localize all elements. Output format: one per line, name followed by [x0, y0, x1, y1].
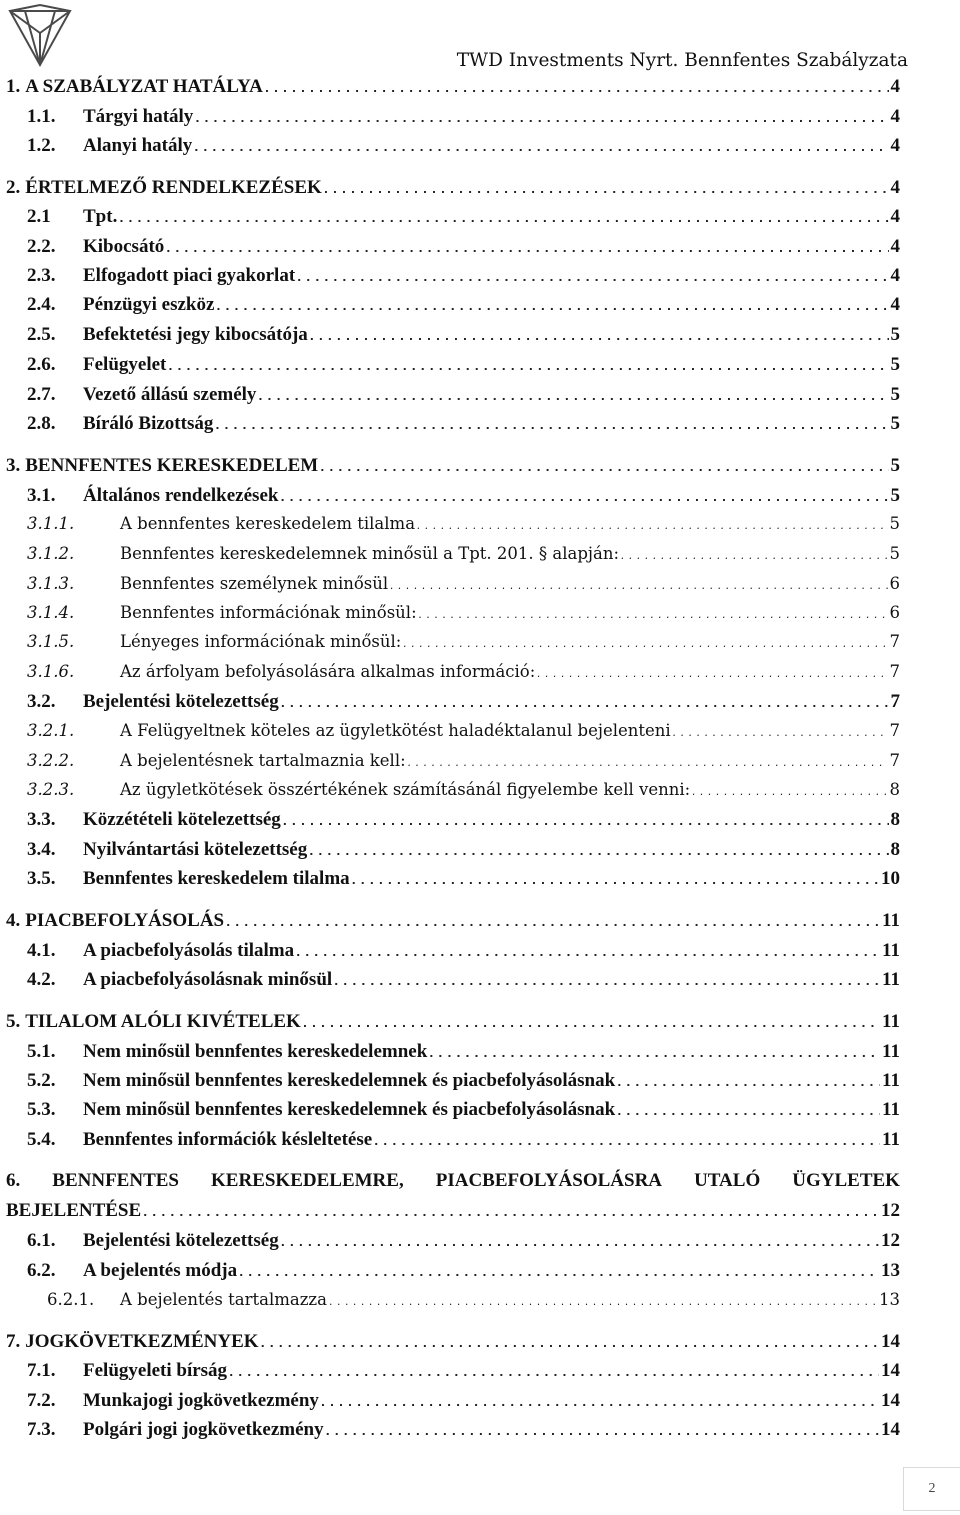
toc-entry[interactable] — [6, 1007, 900, 1036]
toc-entry-title: ÉRTELMEZŐ RENDELKEZÉSEK — [25, 177, 322, 198]
toc-entry-title: Bennfentes információk késleltetése — [83, 1129, 373, 1150]
toc-entry[interactable] — [27, 1356, 900, 1385]
toc-entry-leader-dots — [334, 967, 880, 996]
toc-entry-leader-dots — [281, 1228, 879, 1257]
toc-entry-page-number: 14 — [881, 1360, 900, 1381]
toc-entry[interactable] — [27, 965, 900, 994]
toc-entry-leader-dots — [265, 74, 889, 103]
diamond-logo-icon — [4, 3, 76, 69]
toc-entry-number: 1.1. — [27, 106, 56, 127]
toc-entry-page-number: 13 — [881, 1260, 900, 1281]
toc-entry-number: 6.2.1. — [47, 1290, 95, 1309]
toc-entry-page-number: 11 — [882, 1070, 900, 1091]
toc-entry-page-number: 5 — [890, 324, 900, 345]
toc-entry[interactable] — [27, 1125, 900, 1154]
toc-entry-page-number: 4 — [890, 135, 900, 156]
toc-entry[interactable] — [27, 131, 900, 160]
toc-entry-page-number: 5 — [890, 384, 900, 405]
toc-entry-title: Bennfentes kereskedelem tilalma — [83, 868, 350, 889]
toc-entry[interactable] — [27, 1226, 900, 1255]
toc-entry-page-number: 7 — [889, 751, 900, 770]
toc-entry-page-number: 4 — [890, 265, 900, 286]
toc-entry-leader-dots — [239, 1258, 879, 1287]
toc-entry[interactable] — [27, 102, 900, 131]
toc-entry[interactable] — [27, 598, 900, 627]
toc-entry-number: 5.4. — [27, 1129, 56, 1150]
toc-entry-page-number: 12 — [881, 1200, 900, 1221]
toc-entry[interactable] — [27, 864, 900, 893]
toc-entry-page-number: 11 — [882, 1011, 900, 1032]
toc-entry-number: 7. — [6, 1331, 21, 1352]
toc-entry-title: A bejelentésnek tartalmaznia kell: — [120, 751, 406, 770]
toc-entry[interactable] — [27, 1256, 900, 1285]
toc-entry-title: BEJELENTÉSE — [6, 1200, 142, 1221]
toc-entry-title: Elfogadott piaci gyakorlat — [83, 265, 296, 286]
toc-entry-number: 2.8. — [27, 413, 56, 434]
toc-entry-leader-dots — [195, 104, 888, 133]
toc-entry-title: A Felügyeltnek köteles az ügyletkötést haladéktalanul bejelenteni — [120, 721, 671, 740]
toc-entry-leader-dots — [258, 382, 888, 411]
toc-entry-title: Bejelentési kötelezettség — [83, 691, 279, 712]
toc-entry-page-number: 5 — [890, 455, 900, 476]
toc-entry-page-number: 6 — [889, 603, 900, 622]
toc-entry-leader-dots — [281, 689, 889, 718]
toc-entry[interactable] — [27, 202, 900, 231]
toc-entry-number: 3.1.6. — [27, 662, 75, 681]
toc-entry-number: 7.2. — [27, 1390, 56, 1411]
toc-entry-number: 7.1. — [27, 1360, 56, 1381]
toc-entry-page-number: 4 — [890, 177, 900, 198]
toc-entry-page-number: 14 — [881, 1419, 900, 1440]
toc-entry[interactable] — [27, 320, 900, 349]
toc-entry-leader-dots — [617, 1097, 880, 1126]
toc-entry-page-number: 11 — [882, 1099, 900, 1120]
toc-entry-leader-dots — [303, 1009, 880, 1038]
toc-entry-page-number: 4 — [890, 206, 900, 227]
toc-entry-leader-dots — [374, 1127, 880, 1156]
toc-entry[interactable] — [6, 173, 900, 202]
toc-entry-number: 3.1.2. — [27, 544, 75, 563]
toc-entry-title: Az árfolyam befolyásolására alkalmas információ: — [120, 662, 536, 681]
toc-entry-title: Bejelentési kötelezettség — [83, 1230, 279, 1251]
toc-entry-page-number: 8 — [890, 839, 900, 860]
toc-entry-number: 6. — [6, 1170, 21, 1191]
toc-entry-leader-dots — [194, 133, 888, 162]
toc-entry-number: 3.1. — [27, 485, 56, 506]
toc-entry-title: JOGKÖVETKEZMÉNYEK — [25, 1331, 259, 1352]
toc-entry-number: 2.4. — [27, 294, 56, 315]
toc-entry-number: 6.1. — [27, 1230, 56, 1251]
toc-entry-number: 3.2.2. — [27, 751, 75, 770]
toc-entry-title-word: UTALÓ — [694, 1170, 761, 1191]
toc-entry-number: 4.1. — [27, 940, 56, 961]
toc-entry-title: A piacbefolyásolásnak minősül — [83, 969, 333, 990]
toc-entry-title: Nem minősül bennfentes kereskedelemnek — [83, 1041, 428, 1062]
toc-entry-page-number: 8 — [890, 809, 900, 830]
toc-entry-leader-dots — [692, 777, 887, 806]
toc-entry[interactable] — [27, 380, 900, 409]
toc-entry-leader-dots — [329, 1287, 877, 1316]
toc-entry[interactable] — [27, 569, 900, 598]
toc-entry-title: Bennfentes információnak minősül: — [120, 603, 417, 622]
toc-entry-leader-dots — [119, 204, 888, 233]
toc-entry-leader-dots — [215, 411, 888, 440]
toc-entry-page-number: 5 — [890, 354, 900, 375]
toc-entry[interactable] — [6, 72, 900, 101]
toc-entry[interactable] — [27, 481, 900, 510]
toc-entry-number: 3.5. — [27, 868, 56, 889]
toc-entry-leader-dots — [261, 1329, 879, 1358]
toc-entry-leader-dots — [283, 807, 889, 836]
toc-entry-page-number: 11 — [882, 1129, 900, 1150]
toc-entry[interactable] — [27, 1415, 900, 1444]
toc-entry-title: A bejelentés módja — [83, 1260, 238, 1281]
toc-entry-leader-dots — [429, 1039, 880, 1068]
toc-entry-title: Befektetési jegy kibocsátója — [83, 324, 308, 345]
toc-entry-page-number: 5 — [890, 485, 900, 506]
toc-entry-title: Bíráló Bizottság — [83, 413, 214, 434]
toc-entry-leader-dots — [297, 263, 888, 292]
toc-entry-leader-dots — [352, 866, 879, 895]
toc-entry-title: Bennfentes kereskedelemnek minősül a Tpt. 201. § alapján: — [120, 544, 620, 563]
toc-entry-page-number: 4 — [890, 106, 900, 127]
toc-entry-leader-dots — [309, 837, 888, 866]
toc-entry[interactable] — [27, 775, 900, 804]
toc-entry-title: Nyilvántartási kötelezettség — [83, 839, 308, 860]
toc-entry-page-number: 11 — [882, 910, 900, 931]
toc-entry-number: 6.2. — [27, 1260, 56, 1281]
toc-entry[interactable] — [27, 746, 900, 775]
toc-entry-number: 5. — [6, 1011, 21, 1032]
toc-entry-title: A bennfentes kereskedelem tilalma — [120, 514, 416, 533]
toc-entry-number: 2.2. — [27, 236, 56, 257]
toc-entry-number: 3.2. — [27, 691, 56, 712]
toc-entry-page-number: 10 — [881, 868, 900, 889]
toc-entry-leader-dots — [226, 908, 880, 937]
toc-entry-page-number: 11 — [882, 940, 900, 961]
toc-entry[interactable] — [6, 1196, 900, 1225]
toc-entry-leader-dots — [417, 511, 887, 540]
toc-entry[interactable] — [27, 805, 900, 834]
toc-entry-page-number: 8 — [889, 780, 900, 799]
toc-entry-leader-dots — [390, 571, 887, 600]
toc-entry-leader-dots — [216, 292, 888, 321]
toc-entry-number: 5.2. — [27, 1070, 56, 1091]
toc-entry-number: 3.1.4. — [27, 603, 75, 622]
toc-entry-page-number: 7 — [889, 632, 900, 651]
toc-entry-page-number: 11 — [882, 1041, 900, 1062]
toc-entry-title: A bejelentés tartalmazza — [120, 1290, 327, 1309]
toc-entry-number: 4.2. — [27, 969, 56, 990]
toc-entry-title: Közzétételi kötelezettség — [83, 809, 281, 830]
toc-entry-title: Általános rendelkezések — [83, 485, 279, 506]
toc-entry-leader-dots — [324, 175, 889, 204]
toc-entry-number: 5.1. — [27, 1041, 56, 1062]
toc-entry-leader-dots — [326, 1417, 879, 1446]
toc-entry-title-word: PIACBEFOLYÁSOLÁSRA — [435, 1170, 663, 1191]
toc-entry-leader-dots — [403, 629, 887, 658]
toc-entry-number: 3.1.1. — [27, 514, 75, 533]
toc-entry-page-number: 14 — [881, 1390, 900, 1411]
toc-entry-title: Bennfentes személynek minősül — [120, 574, 389, 593]
toc-entry-number: 3.4. — [27, 839, 56, 860]
toc-entry-page-number: 7 — [889, 662, 900, 681]
toc-entry-title-word: BENNFENTES — [52, 1170, 179, 1191]
toc-entry-title: Polgári jogi jogkövetkezmény — [83, 1419, 324, 1440]
toc-entry-title: A SZABÁLYZAT HATÁLYA — [25, 76, 263, 97]
toc-entry[interactable] — [27, 1066, 900, 1095]
toc-entry-page-number: 12 — [881, 1230, 900, 1251]
toc-entry-title: Tpt. — [83, 206, 118, 227]
toc-entry-leader-dots — [166, 234, 888, 263]
toc-entry[interactable] — [6, 451, 900, 480]
toc-entry-number: 3.1.5. — [27, 632, 75, 651]
toc-entry-number: 3.1.3. — [27, 574, 75, 593]
toc-entry[interactable] — [27, 232, 900, 261]
toc-entry-heading-line[interactable] — [6, 1166, 900, 1195]
toc-entry-page-number: 5 — [890, 413, 900, 434]
toc-entry-title: Kibocsátó — [83, 236, 165, 257]
toc-entry-leader-dots — [168, 352, 888, 381]
toc-entry-number: 3.2.3. — [27, 780, 75, 799]
toc-entry-leader-dots — [321, 1388, 879, 1417]
toc-entry-title: Lényeges információnak minősül: — [120, 632, 402, 651]
toc-entry-title: Felügyeleti bírság — [83, 1360, 228, 1381]
toc-entry-number: 2.6. — [27, 354, 56, 375]
toc-entry-leader-dots — [617, 1068, 880, 1097]
toc-entry-title-word: ÜGYLETEK — [792, 1170, 900, 1191]
toc-entry-page-number: 4 — [890, 294, 900, 315]
toc-entry-number: 1. — [6, 76, 21, 97]
toc-entry-leader-dots — [621, 541, 887, 570]
toc-entry-title: Tárgyi hatály — [83, 106, 194, 127]
toc-entry-number: 2.5. — [27, 324, 56, 345]
toc-entry[interactable] — [27, 687, 900, 716]
toc-entry-page-number: 13 — [879, 1290, 900, 1309]
toc-entry-number: 1.2. — [27, 135, 56, 156]
toc-entry-number: 2.7. — [27, 384, 56, 405]
toc-entry-number: 2.3. — [27, 265, 56, 286]
toc-entry-number: 3. — [6, 455, 21, 476]
toc-entry-leader-dots — [296, 938, 880, 967]
toc-entry-number: 3.2.1. — [27, 721, 75, 740]
toc-entry[interactable] — [6, 906, 900, 935]
toc-entry-number: 3.3. — [27, 809, 56, 830]
toc-entry-number: 4. — [6, 910, 21, 931]
toc-entry-title: Vezető állású személy — [83, 384, 257, 405]
toc-entry-page-number: 14 — [881, 1331, 900, 1352]
toc-entry-page-number: 5 — [889, 514, 900, 533]
page-number-label: 2 — [928, 1481, 936, 1496]
toc-entry-leader-dots — [419, 600, 888, 629]
toc-entry[interactable] — [27, 1037, 900, 1066]
toc-entry[interactable] — [27, 261, 900, 290]
toc-entry-title: Pénzügyi eszköz — [83, 294, 215, 315]
toc-entry[interactable] — [27, 627, 900, 656]
toc-entry-page-number: 4 — [890, 236, 900, 257]
toc-entry[interactable] — [27, 1386, 900, 1415]
toc-entry-title: Nem minősül bennfentes kereskedelemnek és piacbefolyásolásnak — [83, 1099, 616, 1120]
toc-entry-number: 7.3. — [27, 1419, 56, 1440]
toc-entry-number: 2.1 — [27, 206, 51, 227]
toc-entry-leader-dots — [408, 748, 888, 777]
toc-entry-page-number: 11 — [882, 969, 900, 990]
toc-entry-title-word: KERESKEDELEMRE, — [211, 1170, 404, 1191]
toc-entry[interactable] — [27, 509, 900, 538]
toc-entry[interactable] — [27, 290, 900, 319]
toc-entry[interactable] — [27, 936, 900, 965]
toc-entry[interactable] — [27, 657, 900, 686]
toc-entry-leader-dots — [537, 659, 887, 688]
toc-entry[interactable] — [27, 716, 900, 745]
toc-entry-title: PIACBEFOLYÁSOLÁS — [25, 910, 225, 931]
toc-entry-title: TILALOM ALÓLI KIVÉTELEK — [25, 1011, 301, 1032]
toc-entry-page-number: 7 — [890, 691, 900, 712]
toc-entry-title: BENNFENTES KERESKEDELEM — [25, 455, 319, 476]
toc-entry-page-number: 6 — [889, 574, 900, 593]
toc-entry[interactable] — [27, 409, 900, 438]
toc-entry-title: A piacbefolyásolás tilalma — [83, 940, 295, 961]
toc-entry-leader-dots — [143, 1198, 879, 1227]
toc-entry[interactable] — [27, 1095, 900, 1124]
toc-entry[interactable] — [27, 539, 900, 568]
toc-entry-leader-dots — [310, 322, 889, 351]
toc-entry[interactable] — [47, 1285, 900, 1314]
toc-entry-title: Felügyelet — [83, 354, 167, 375]
toc-entry-number: 2. — [6, 177, 21, 198]
document-header-title: TWD Investments Nyrt. Bennfentes Szabályzata — [456, 50, 908, 71]
toc-entry-title: Munkajogi jogkövetkezmény — [83, 1390, 319, 1411]
toc-entry[interactable] — [6, 1327, 900, 1356]
toc-entry-title: Az ügyletkötések összértékének számításánál figyelembe kell venni: — [120, 780, 691, 799]
toc-entry-leader-dots — [280, 483, 888, 512]
toc-entry-title: Nem minősül bennfentes kereskedelemnek és piacbefolyásolásnak — [83, 1070, 616, 1091]
toc-entry-leader-dots — [673, 718, 888, 747]
toc-entry[interactable] — [27, 835, 900, 864]
toc-entry[interactable] — [27, 350, 900, 379]
toc-entry-leader-dots — [320, 453, 888, 482]
toc-entry-page-number: 4 — [890, 76, 900, 97]
toc-entry-leader-dots — [229, 1358, 879, 1387]
toc-entry-title: Alanyi hatály — [83, 135, 193, 156]
toc-entry-page-number: 7 — [889, 721, 900, 740]
page-number — [903, 1467, 960, 1511]
toc-entry-number: 5.3. — [27, 1099, 56, 1120]
toc-entry-page-number: 5 — [889, 544, 900, 563]
